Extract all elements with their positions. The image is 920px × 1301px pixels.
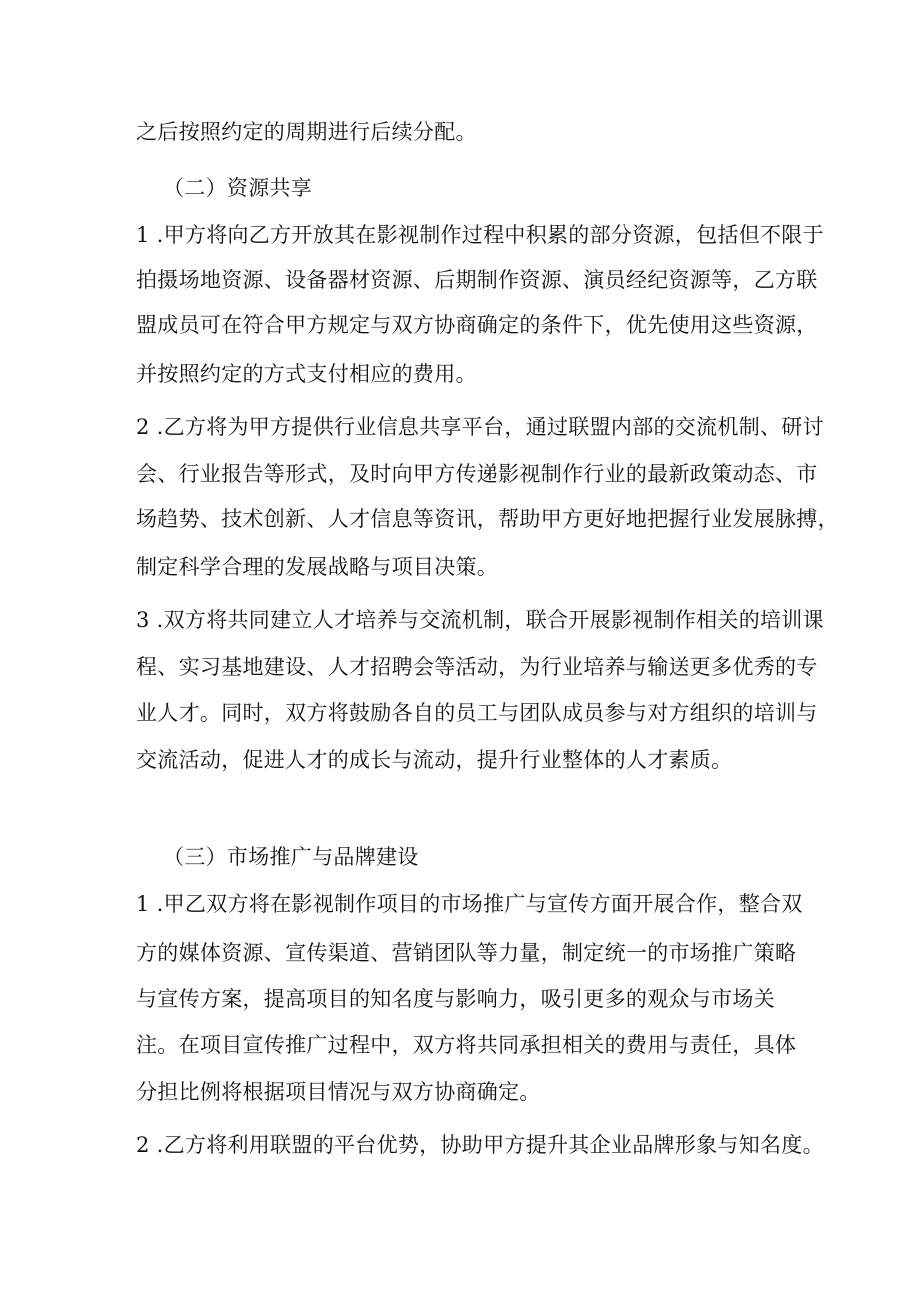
section-heading-marketing: （三）市场推广与品牌建设: [163, 845, 419, 869]
paragraph-line: 程、实习基地建设、人才招聘会等活动，为行业培养与输送更多优秀的专: [136, 655, 818, 679]
paragraph-line: 2 .乙方将为甲方提供行业信息共享平台，通过联盟内部的交流机制、研讨: [136, 415, 824, 439]
paragraph-line: 3 .双方将共同建立人才培养与交流机制，联合开展影视制作相关的培训课: [136, 608, 824, 632]
paragraph-line: 注。在项目宣传推广过程中，双方将共同承担相关的费用与责任，具体: [136, 1033, 797, 1057]
paragraph-continuation: 之后按照约定的周期进行后续分配。: [136, 120, 477, 144]
paragraph-line: 1 .甲乙双方将在影视制作项目的市场推广与宣传方面开展合作，整合双: [136, 892, 803, 916]
paragraph-line: 方的媒体资源、宣传渠道、营销团队等力量，制定统一的市场推广策略: [136, 941, 797, 965]
paragraph-line: 拍摄场地资源、设备器材资源、后期制作资源、演员经纪资源等，乙方联: [136, 268, 818, 292]
paragraph-line: 并按照约定的方式支付相应的费用。: [136, 362, 477, 386]
paragraph-line: 分担比例将根据项目情况与双方协商确定。: [136, 1080, 541, 1104]
paragraph-line: 业人才。同时，双方将鼓励各自的员工与团队成员参与对方组织的培训与: [136, 701, 818, 725]
paragraph-line: 2 .乙方将利用联盟的平台优势，协助甲方提升其企业品牌形象与知名度。: [136, 1133, 824, 1157]
paragraph-line: 与宣传方案，提高项目的知名度与影响力，吸引更多的观众与市场关: [136, 987, 775, 1011]
paragraph-line: 盟成员可在符合甲方规定与双方协商确定的条件下，优先使用这些资源，: [136, 313, 818, 337]
paragraph-line: 会、行业报告等形式，及时向甲方传递影视制作行业的最新政策动态、市: [136, 462, 818, 486]
paragraph-line: 场趋势、技术创新、人才信息等资讯，帮助甲方更好地把握行业发展脉搏，: [136, 507, 839, 531]
paragraph-line: 制定科学合理的发展战略与项目决策。: [136, 555, 499, 579]
section-heading-resource-sharing: （二）资源共享: [163, 176, 313, 200]
paragraph-line: 1 .甲方将向乙方开放其在影视制作过程中积累的部分资源，包括但不限于: [136, 223, 824, 247]
paragraph-line: 交流活动，促进人才的成长与流动，提升行业整体的人才素质。: [136, 748, 733, 772]
